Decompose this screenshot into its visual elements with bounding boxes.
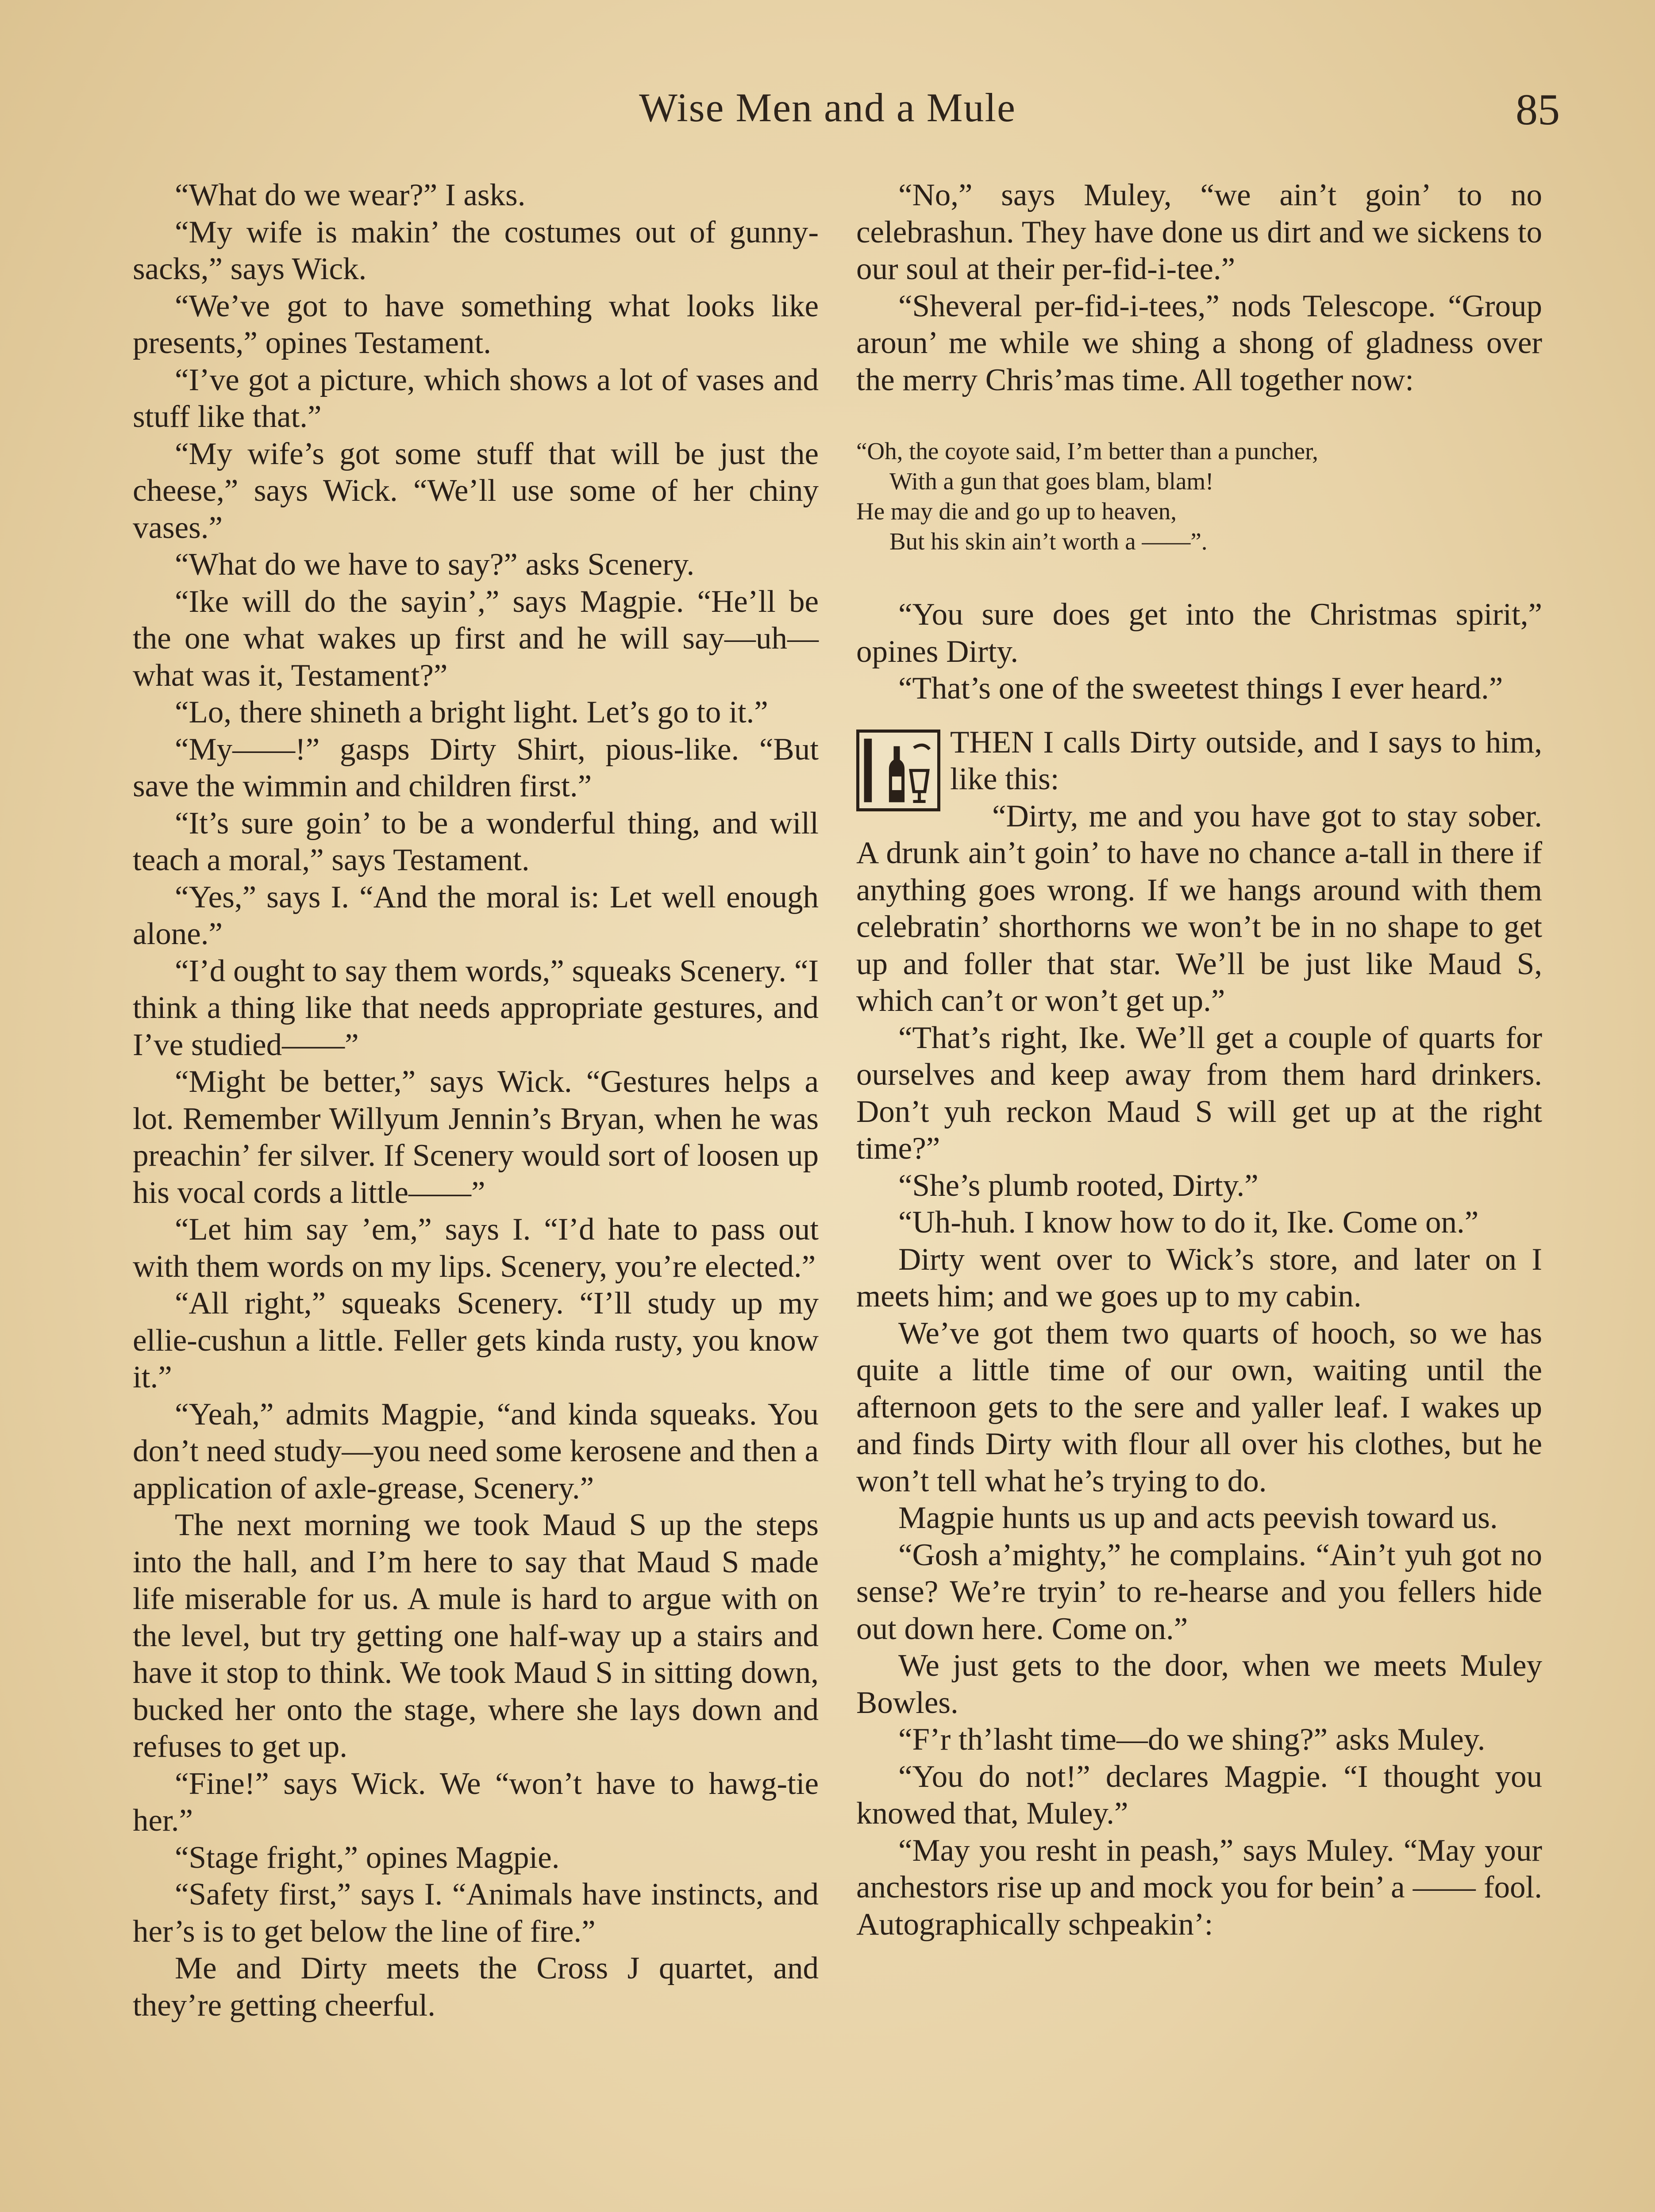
- paragraph: “Fine!” says Wick. We “won’t have to hawg-tie her.”: [133, 1766, 819, 1838]
- paragraph: “It’s sure goin’ to be a wonderful thing, and will teach a moral,” says Testament.: [133, 806, 819, 877]
- paragraph: “Ike will do the sayin’,” says Magpie. “He’ll be the one what wakes up first and he will say—uh—what was it, Testament?”: [133, 584, 819, 693]
- paragraph: “What do we have to say?” asks Scenery.: [175, 547, 695, 582]
- paragraph: Dirty went over to Wick’s store, and later on I meets him; and we goes up to my cabin.: [856, 1242, 1542, 1313]
- paragraph: Magpie hunts us up and acts peevish toward us.: [898, 1501, 1498, 1535]
- page-header: [0, 84, 1655, 150]
- paragraph: “What do we wear?” I asks.: [175, 178, 526, 212]
- bottle-glass-icon: [856, 730, 940, 811]
- paragraph: “Uh-huh. I know how to do it, Ike. Come on.”: [898, 1205, 1479, 1240]
- left-column: [133, 177, 819, 2024]
- verse-line: “Oh, the coyote said, I’m better than a puncher,: [856, 438, 1318, 465]
- paragraph: “That’s right, Ike. We’ll get a couple of quarts for ourselves and keep away from them hard drinkers. Don’t yuh reckon Maud S will get up at the right time?”: [856, 1020, 1542, 1166]
- paragraph: “Safety first,” says I. “Animals have instincts, and her’s is to get below the line of fire.”: [133, 1877, 819, 1949]
- paragraph: “Dirty, me and you have got to stay sober. A drunk ain’t goin’ to have no chance a-tall in there if anything goes wrong. If we hangs around with them celebratin’ shorthorns we won’t be in no shape to get up and foller that star. We’ll be just like Maud S, which can’t or won’t get up.”: [856, 799, 1542, 1018]
- verse-line: But his skin ain’t worth a ——”.: [889, 528, 1208, 555]
- paragraph: “My wife’s got some stuff that will be just the cheese,” says Wick. “We’ll use some of her chiny vases.”: [133, 436, 819, 545]
- paragraph: “Might be better,” says Wick. “Gestures helps a lot. Remember Willyum Jennin’s Bryan, when he was preachin’ fer silver. If Scenery would sort of loosen up his vocal cords a little——”: [133, 1064, 819, 1210]
- paragraph: “Lo, there shineth a bright light. Let’s go to it.”: [175, 695, 768, 730]
- paragraph: Me and Dirty meets the Cross J quartet, and they’re getting cheerful.: [133, 1951, 819, 2023]
- paragraph: “You sure does get into the Christmas spirit,” opines Dirty.: [856, 597, 1542, 669]
- paragraph: “Yes,” says I. “And the moral is: Let well enough alone.”: [133, 879, 819, 951]
- paragraph: “I’ve got a picture, which shows a lot of vases and stuff like that.”: [133, 362, 819, 434]
- paragraph: We just gets to the door, when we meets Muley Bowles.: [856, 1648, 1542, 1720]
- paragraph: We’ve got them two quarts of hooch, so we has quite a little time of our own, waiting until the afternoon gets to the sere and yaller leaf. I wakes up and finds Dirty with flour all over his clothes, but he won’t tell what he’s trying to do.: [856, 1316, 1542, 1498]
- paragraph: “She’s plumb rooted, Dirty.”: [898, 1168, 1259, 1203]
- section-opening-text: THEN I calls Dirty outside, and I says to him, like this:: [950, 725, 1542, 796]
- paragraph: “My——!” gasps Dirty Shirt, pious-like. “But save the wimmin and children first.”: [133, 732, 819, 803]
- verse-line: He may die and go up to heaven,: [856, 498, 1177, 525]
- paragraph: “Yeah,” admits Magpie, “and kinda squeaks. You don’t need study—you need some kerosene and then a application of axle-grease, Scenery.”: [133, 1397, 819, 1505]
- paragraph: “Sheveral per-fid-i-tees,” nods Telescope. “Group aroun’ me while we shing a shong of gladness over the merry Chris’mas time. All together now:: [856, 288, 1542, 397]
- paragraph: “You do not!” declares Magpie. “I thought you knowed that, Muley.”: [856, 1759, 1542, 1831]
- paragraph: “Gosh a’mighty,” he complains. “Ain’t yuh got no sense? We’re tryin’ to re-hearse and you fellers hide out down here. Come on.”: [856, 1537, 1542, 1646]
- paragraph: “No,” says Muley, “we ain’t goin’ to no celebrashun. They have done us dirt and we sickens to our soul at their per-fid-i-tee.”: [856, 178, 1542, 286]
- right-column: [856, 177, 1542, 1943]
- section-opening: [856, 724, 1542, 798]
- running-title: Wise Men and a Mule: [639, 85, 1016, 130]
- paragraph: “My wife is makin’ the costumes out of gunny-sacks,” says Wick.: [133, 215, 819, 286]
- paragraph: “I’d ought to say them words,” squeaks Scenery. “I think a thing like that needs appropriate gestures, and I’ve studied——”: [133, 953, 819, 1062]
- page-number: 85: [1516, 85, 1560, 134]
- paragraph: “May you resht in peash,” says Muley. “May your anchestors rise up and mock you for bein’ a —— fool. Autographically schpeakin’:: [856, 1833, 1542, 1942]
- paragraph: The next morning we took Maud S up the steps into the hall, and I’m here to say that Maud S made life miserable for us. A mule is hard to argue with on the level, but try getting one half-way up a stairs and have it stop to think. We took Maud S in sitting down, bucked her onto the stage, where she lays down and refuses to get up.: [133, 1508, 819, 1764]
- paragraph: “Stage fright,” opines Magpie.: [175, 1840, 560, 1875]
- song-verse: [856, 436, 1542, 557]
- paragraph: “All right,” squeaks Scenery. “I’ll study up my ellie-cushun a little. Feller gets kinda rusty, you know it.”: [133, 1286, 819, 1394]
- paragraph: “We’ve got to have something what looks like presents,” opines Testament.: [133, 288, 819, 360]
- paragraph: “Let him say ’em,” says I. “I’d hate to pass out with them words on my lips. Scenery, you’re elected.”: [133, 1212, 819, 1284]
- paragraph: “F’r th’lasht time—do we shing?” asks Muley.: [898, 1722, 1486, 1757]
- verse-line: With a gun that goes blam, blam!: [889, 468, 1214, 495]
- paragraph: “That’s one of the sweetest things I ever heard.”: [898, 671, 1503, 706]
